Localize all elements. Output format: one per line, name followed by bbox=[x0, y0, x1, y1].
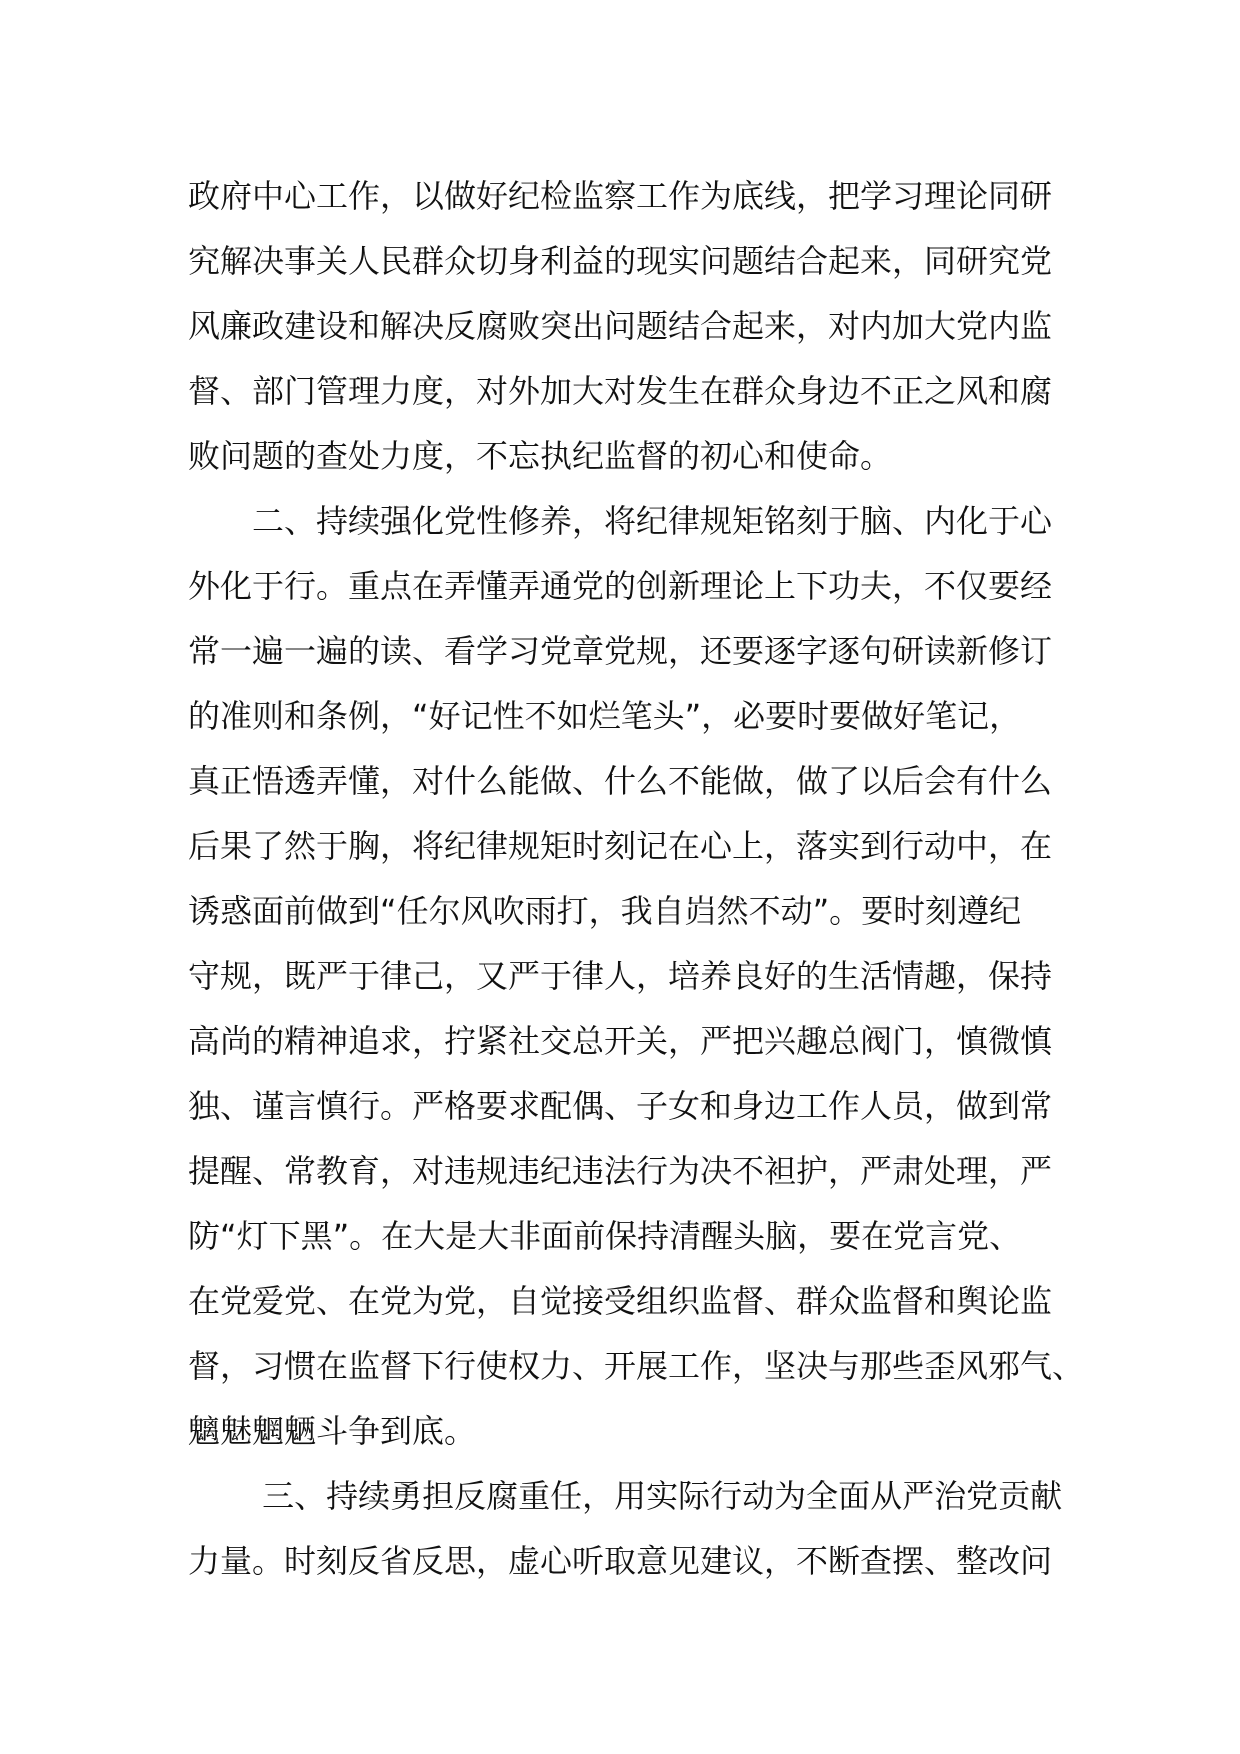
text-line: 独、谨言慎行。严格要求配偶、子女和身边工作人员，做到常 bbox=[188, 1087, 1053, 1125]
text-line: 提醒、常教育，对违规违纪违法行为决不袒护，严肃处理，严 bbox=[188, 1152, 1053, 1190]
text-line: 真正悟透弄懂，对什么能做、什么不能做，做了以后会有什么 bbox=[188, 762, 1053, 800]
text-line: 力量。时刻反省反思，虚心听取意见建议，不断查摆、整改问 bbox=[188, 1542, 1053, 1580]
text-line: 风廉政建设和解决反腐败突出问题结合起来，对内加大党内监 bbox=[188, 307, 1053, 345]
text-line: 诱惑面前做到“任尔风吹雨打，我自岿然不动”。要时刻遵纪 bbox=[188, 892, 1022, 930]
text-line: 究解决事关人民群众切身利益的现实问题结合起来，同研究党 bbox=[188, 242, 1053, 280]
text-line: 高尚的精神追求，拧紧社交总开关，严把兴趣总阀门，慎微慎 bbox=[188, 1022, 1053, 1060]
section-heading-line: 二、持续强化党性修养，将纪律规矩铭刻于脑、内化于心 bbox=[188, 502, 1053, 540]
text-line: 后果了然于胸，将纪律规矩时刻记在心上，落实到行动中，在 bbox=[188, 827, 1053, 865]
text-line: 督，习惯在监督下行使权力、开展工作，坚决与那些歪风邪气、 bbox=[188, 1347, 1085, 1385]
text-line: 常一遍一遍的读、看学习党章党规，还要逐字逐句研读新修订 bbox=[188, 632, 1053, 670]
text-line: 外化于行。重点在弄懂弄通党的创新理论上下功夫，不仅要经 bbox=[188, 567, 1053, 605]
text-line: 督、部门管理力度，对外加大对发生在群众身边不正之风和腐 bbox=[188, 372, 1053, 410]
text-line: 政府中心工作，以做好纪检监察工作为底线，把学习理论同研 bbox=[188, 177, 1053, 215]
text-line: 败问题的查处力度，不忘执纪监督的初心和使命。 bbox=[188, 437, 893, 475]
text-line: 的准则和条例，“好记性不如烂笔头”，必要时要做好笔记， bbox=[188, 697, 1022, 735]
section-heading-line: 三、持续勇担反腐重任，用实际行动为全面从严治党贡献 bbox=[188, 1477, 1063, 1515]
text-line: 在党爱党、在党为党，自觉接受组织监督、群众监督和舆论监 bbox=[188, 1282, 1053, 1320]
text-line: 防“灯下黑”。在大是大非面前保持清醒头脑，要在党言党、 bbox=[188, 1217, 1022, 1255]
text-line: 守规，既严于律己，又严于律人，培养良好的生活情趣，保持 bbox=[188, 957, 1053, 995]
text-line: 魑魅魍魉斗争到底。 bbox=[188, 1412, 477, 1450]
document-body bbox=[188, 164, 1085, 1594]
